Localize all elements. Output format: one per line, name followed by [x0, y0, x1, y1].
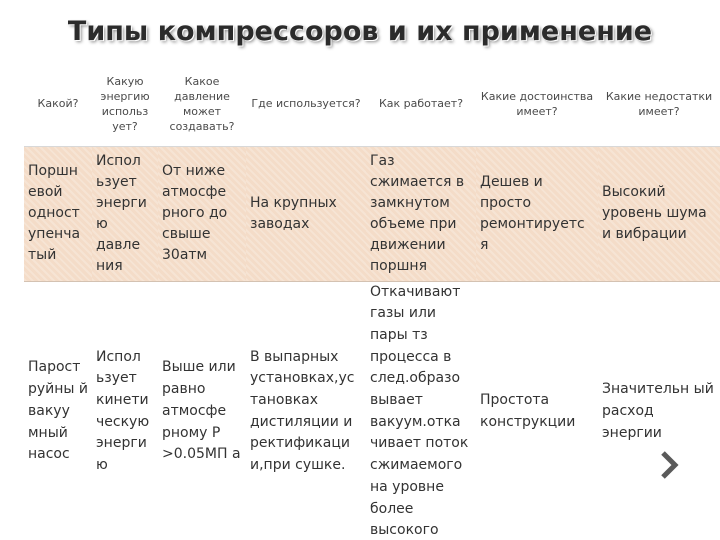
- header-usage: Где используется?: [246, 62, 366, 146]
- page-title: Типы компрессоров и их применение: [67, 16, 653, 47]
- cell-how: Газ сжимается в замкнутом объеме при движении поршня: [366, 146, 476, 281]
- header-energy: Какую энергию использ ует?: [92, 62, 158, 146]
- cell-pressure: Выше или равно атмосфе рному Р >0.05МП а: [158, 281, 246, 540]
- cell-pros: Дешев и просто ремонтируетс я: [476, 146, 598, 281]
- cell-energy: Испол ьзует энерги ю давле ния: [92, 146, 158, 281]
- cell-pros: Простота конструкции: [476, 281, 598, 540]
- table-header-row: [24, 62, 720, 146]
- header-pressure: Какое давление может создавать?: [158, 62, 246, 146]
- header-how: Как работает?: [366, 62, 476, 146]
- cell-type: Поршн евой одност упенча тый: [24, 146, 92, 281]
- cell-usage: На крупных заводах: [246, 146, 366, 281]
- cell-how: Откачивают газы или пары тз процесса в след.образо вывает вакуум.отка чивает поток сжимаемого на уровне более высокого: [366, 281, 476, 540]
- header-cons: Какие недостатки имеет?: [598, 62, 720, 146]
- header-type: Какой?: [24, 62, 92, 146]
- cell-pressure: От ниже атмосфе рного до свыше 30атм: [158, 146, 246, 281]
- compressor-table: [24, 62, 720, 540]
- table-row: [24, 281, 720, 540]
- table-row: [24, 146, 720, 281]
- chevron-right-icon[interactable]: [660, 450, 680, 480]
- header-pros: Какие достоинства имеет?: [476, 62, 598, 146]
- cell-type: Парост руйны й вакуу мный насос: [24, 281, 92, 540]
- cell-cons: Значительн ый расход энергии: [598, 281, 720, 540]
- cell-cons: Высокий уровень шума и вибрации: [598, 146, 720, 281]
- cell-usage: В выпарных установках,ус тановках дистиляции и ректификаци и,при сушке.: [246, 281, 366, 540]
- cell-energy: Испол ьзует кинети ческую энерги ю: [92, 281, 158, 540]
